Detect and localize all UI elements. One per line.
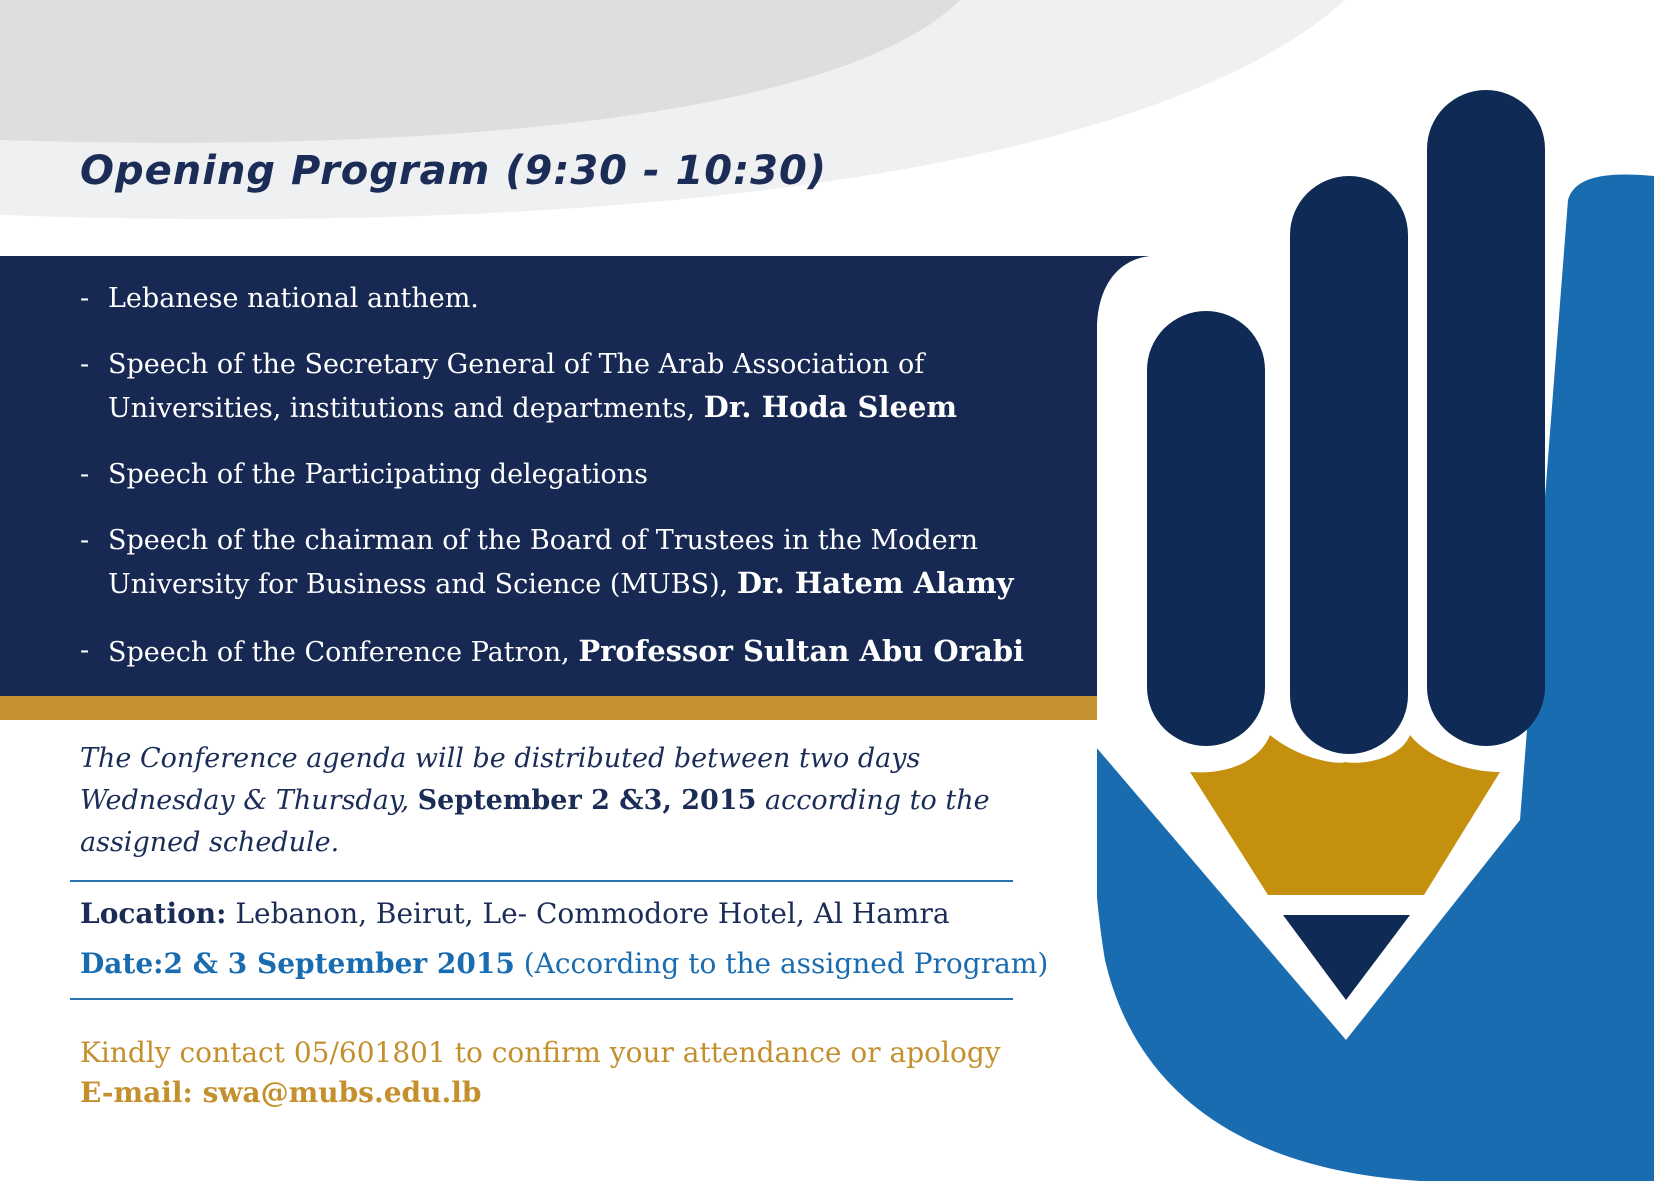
date-line — [80, 943, 1048, 985]
date-label: Date:2 & 3 September 2015 — [80, 947, 515, 980]
program-band-gold-stripe — [0, 696, 1097, 720]
program-item: - Lebanese national anthem. — [80, 283, 479, 314]
speaker-name: Dr. Hoda Sleem — [703, 390, 958, 424]
program-item: - Speech of the chairman of the Board of Trustees in the Modern University for Business and Science (MUBS), Dr. Hatem Alamy — [80, 525, 1014, 600]
location-label: Location: — [80, 897, 227, 930]
program-item: - Speech of the Secretary General of The Arab Association of Universities, institutions and departments, Dr. Hoda Sleem — [80, 349, 958, 424]
program-item: - Speech of the Participating delegations — [80, 459, 649, 490]
hand-pencil-logo — [1097, 80, 1654, 1181]
page-title: Opening Program (9:30 - 10:30) — [80, 148, 828, 194]
location-line — [80, 893, 950, 935]
date-value: (According to the assigned Program) — [514, 947, 1049, 980]
logo-finger-2 — [1290, 176, 1408, 754]
contact-text: Kindly contact 05/601801 to confirm your attendance or apology — [80, 1036, 1001, 1069]
logo-finger-3 — [1427, 90, 1545, 746]
program-item-text: Speech of the Secretary General of The Arab Association of Universities, institutions and departments, — [108, 349, 925, 424]
location-value: Lebanon, Beirut, Le- Commodore Hotel, Al Hamra — [226, 897, 950, 930]
speaker-name: Dr. Hatem Alamy — [736, 566, 1014, 600]
program-item-text: Speech of the Participating delegations — [108, 459, 649, 490]
program-item-text: Speech of the Conference Patron, — [108, 637, 579, 668]
divider-top — [70, 880, 1013, 882]
program-item-text: Speech of the chairman of the Board of Trustees in the Modern University for Business and Science (MUBS), — [108, 525, 978, 600]
email-link[interactable]: E-mail: swa@mubs.edu.lb — [80, 1076, 482, 1109]
logo-finger-1 — [1147, 311, 1265, 746]
divider-bottom — [70, 998, 1013, 1000]
program-list — [80, 278, 1080, 698]
agenda-dates: September 2 &3, 2015 — [417, 785, 757, 816]
program-item-text: Lebanese national anthem. — [108, 283, 479, 314]
program-item: - Speech of the Conference Patron, Professor Sultan Abu Orabi — [80, 634, 1025, 668]
speaker-name: Professor Sultan Abu Orabi — [578, 634, 1025, 668]
agenda-note: The Conference agenda will be distributed between two days Wednesday & Thursday, September 2 &3, 2015 according to the assigned schedule. — [80, 743, 990, 858]
